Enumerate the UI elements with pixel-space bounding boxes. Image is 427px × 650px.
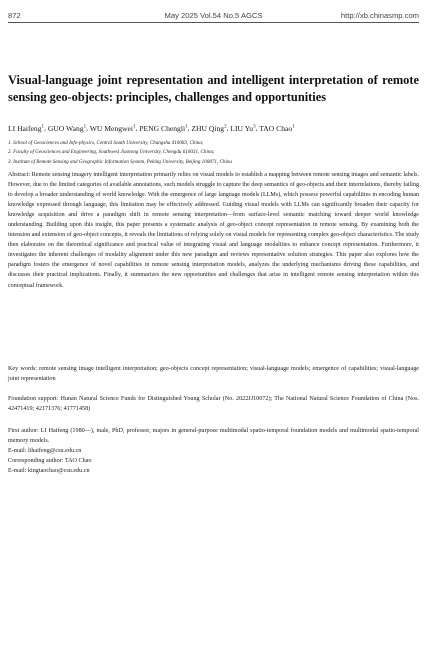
author-notes: [8, 426, 419, 476]
author-list: LI Haifeng$^1$, GUO Wang$^1$, WU Mengwei$^1$, PENG Chengli$^1$, ZHU Qing$^2$, LIU Yu$^3$, TAO Chao$^1$: [8, 123, 295, 133]
first-author: First author: LI Haifeng (1980—), male, PhD, professor, majors in general-purpose multimodal spatio-temporal foundation models and multimodal spatio-temporal memory models.: [8, 428, 419, 444]
corresponding-author-email: E-mail: kingtaochao@csu.edu.cn: [8, 468, 90, 474]
first-author-email: E-mail: lihaifeng@csu.edu.cn: [8, 448, 82, 454]
author: PENG Chengli$^1$: [139, 123, 188, 133]
journal-url: http://xb.chinasmp.com: [340, 11, 419, 20]
author: TAO Chao$^1$: [259, 123, 295, 133]
author: WU Mengwei$^1$: [89, 123, 136, 133]
author: LI Haifeng$^1$: [8, 123, 45, 133]
affiliations: [8, 139, 419, 167]
author: LIU Yu$^3$: [230, 123, 256, 133]
header-rule: [8, 22, 419, 23]
paper-title: Visual-language joint representation and intelligent interpretation of remote sensing geo-objects: principles, challenges and opportunities: [8, 73, 419, 104]
affiliation: 3. Institute of Remote Sensing and Geographic Information System, Peking University, Beijing 100871, China: [8, 158, 232, 165]
corresponding-author: Corresponding author: TAO Chao: [8, 458, 92, 464]
author: GUO Wang$^1$: [47, 123, 87, 133]
author: ZHU Qing$^2$: [191, 123, 227, 133]
foundation-support: Foundation support: Hunan Natural Science Funds for Distinguished Young Scholar (No. 2022JJ10072); The National Natural Science Foundation of China (Nos. 42471419; 42171376; 41771458): [8, 396, 419, 412]
keywords: Key words: remote sensing image intelligent interpretation; geo-objects concept representation; visual-language models; emergence of capabilities; visual-language joint representation: [8, 366, 419, 382]
abstract: Abstract: Remote sensing imagery intelligent interpretation primarily relies on visual models to establish a mapping between remote sensing images and semantic labels. However, due to the limited categories of available annotations, such models struggle to capture the deep semantics of geo-objects and their interrelations, thereby failing to develop a broader understanding of world knowledge. With the emergence of large language models (LLMs), which possess powerful capabilities in encoding human knowledge expressed through language, this limitation may be effectively addressed. Guiding visual models with LLMs can significantly broaden their capacity for knowledge acquisition and drive a paradigm shift in remote sensing interpretation—from surface-level semantic matching toward deeper world knowledge understanding. Building upon this insight, this paper presents a systematic analysis of geo-object concept representation in remote sensing. By examining both the intension and extension of geo-object concepts, it reveals the limitations of relying solely on visual models for representing complex geo-object characteristics. The study then elaborates on the theoretical significance and practical value of integrating visual and language modalities to enhance concept representation. Furthermore, it investigates the inherent challenges of modality alignment under this new paradigm and reviews representative solution strategies. This paper also explores how the paradigm fosters the emergence of novel capabilities in remote sensing interpretation models, analyzes the underlying mechanisms driving these capabilities, and discusses their practical implications. Finally, it summarizes the new opportunities and challenges that arise in intelligent remote sensing interpretation within this conceptual framework.: [8, 172, 419, 289]
journal-issue: May 2025 Vol.54 No.5 AGCS: [164, 11, 263, 20]
affiliation: 2. Faculty of Geosciences and Engineering, Southwest Jiaotong University, Chengdu 610031, China;: [8, 149, 215, 156]
affiliation: 1. School of Geosciences and Info-physics, Central South University, Changsha 410083, China;: [8, 140, 204, 146]
page-number: 872: [8, 11, 21, 20]
